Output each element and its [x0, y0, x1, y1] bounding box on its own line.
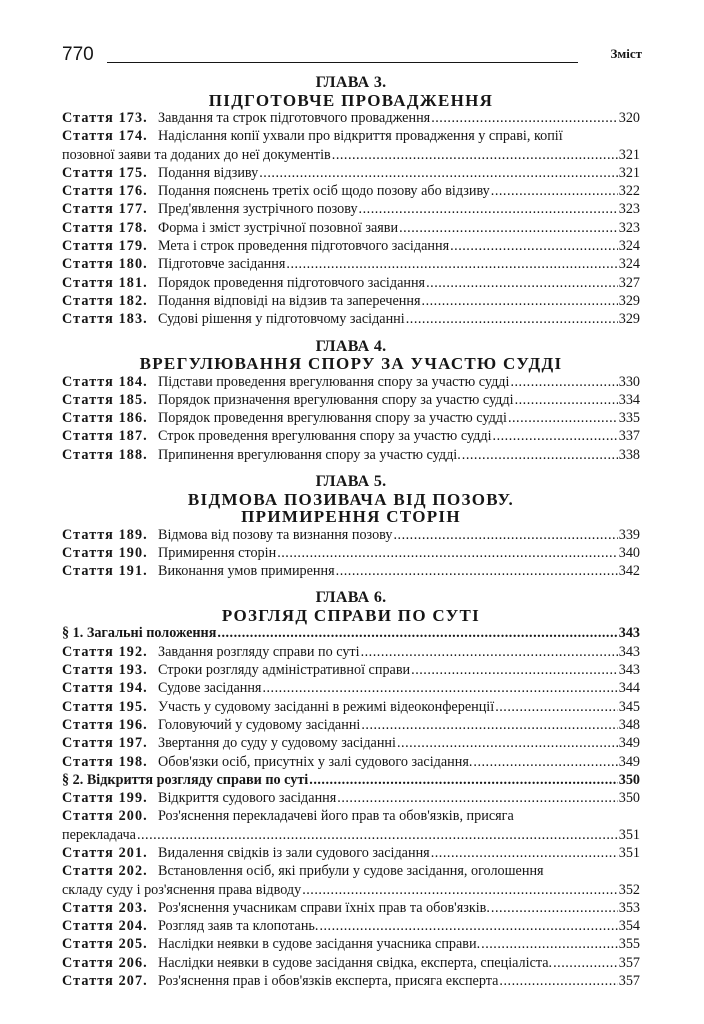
article-number: Стаття 195.	[62, 698, 148, 715]
article-lead	[62, 716, 360, 734]
toc-line	[62, 753, 640, 771]
article-number: Стаття 176.	[62, 183, 148, 200]
section-title: § 1. Загальні положення	[62, 625, 217, 642]
dot-leader	[406, 310, 618, 328]
page-ref: 351	[618, 826, 640, 843]
article-entry	[62, 917, 640, 935]
page-header	[62, 44, 642, 66]
article-entry	[62, 807, 640, 844]
page-ref: 354	[618, 918, 640, 935]
page-ref: 350	[618, 790, 640, 807]
article-lead	[62, 237, 449, 255]
article-number: Стаття 203.	[62, 899, 148, 916]
page-ref: 343	[618, 643, 640, 660]
article-entry	[62, 862, 640, 899]
article-entry	[62, 391, 640, 409]
article-entry	[62, 562, 640, 580]
chapter-title: РОЗГЛЯД СПРАВИ ПО СУТІ	[221, 605, 481, 625]
dot-leader	[493, 427, 618, 445]
article-lead	[62, 954, 552, 972]
page-ref: 324	[618, 256, 640, 273]
article-title: Роз'яснення перекладачеві його прав та обов'язків, присяга	[158, 808, 514, 825]
chapter-label: ГЛАВА 3.	[315, 74, 387, 91]
page-ref: 334	[618, 391, 640, 408]
toc-line	[62, 164, 640, 182]
dot-leader	[302, 881, 618, 899]
toc-line	[62, 373, 640, 391]
article-lead	[62, 562, 335, 580]
chapter-title: ПІДГОТОВЧЕ ПРОВАДЖЕННЯ	[208, 90, 494, 110]
article-lead	[62, 935, 480, 953]
article-title: Судові рішення у підготовчому засіданні	[158, 311, 405, 328]
toc-line	[62, 409, 640, 427]
article-number: Стаття 175.	[62, 164, 148, 181]
page-ref: 353	[618, 899, 640, 916]
article-entry	[62, 954, 640, 972]
article-lead	[62, 219, 398, 237]
chapter-label: ГЛАВА 5.	[315, 473, 387, 491]
page-ref: 343	[618, 662, 640, 679]
article-entry	[62, 526, 640, 544]
article-lead	[62, 310, 405, 328]
dot-leader	[286, 255, 617, 273]
article-lead	[62, 643, 360, 661]
article-number: Стаття 178.	[62, 219, 148, 236]
page-ref: 327	[618, 274, 640, 291]
article-entry	[62, 753, 640, 771]
toc-line	[62, 446, 640, 464]
toc-line	[62, 146, 640, 164]
article-number: Стаття 200.	[62, 808, 148, 825]
toc-line	[62, 972, 640, 990]
article-entry	[62, 237, 640, 255]
section-title: § 2. Відкриття розгляду справи по суті	[62, 771, 309, 788]
article-title: Наслідки неявки в судове засідання свідка, експерта, спеціаліста.	[158, 954, 553, 971]
chapter-label: ГЛАВА 4.	[315, 337, 387, 355]
toc-line	[62, 954, 640, 972]
article-title: Надіслання копії ухвали про відкриття провадження у справі, копії	[158, 128, 563, 145]
article-entry	[62, 544, 640, 562]
article-lead	[62, 255, 285, 273]
chapter-heading	[62, 74, 640, 109]
article-entry	[62, 373, 640, 391]
article-lead	[62, 753, 472, 771]
toc-line	[62, 716, 640, 734]
page-ref: 340	[618, 544, 640, 561]
toc-line	[62, 826, 640, 844]
article-title: Відмова від позову та визнання позову	[158, 526, 393, 543]
article-title: Звертання до суду у судовому засіданні	[158, 735, 396, 752]
article-lead	[62, 446, 461, 464]
toc-line	[62, 881, 640, 899]
toc-line	[62, 310, 640, 328]
toc-line	[62, 624, 640, 642]
article-lead	[62, 409, 507, 427]
article-number: Стаття 196.	[62, 716, 148, 733]
article-entry	[62, 661, 640, 679]
page-ref: 329	[618, 311, 640, 328]
dot-leader	[319, 917, 617, 935]
article-title: Строки розгляду адміністративної справи	[158, 662, 411, 679]
dot-leader	[259, 164, 617, 182]
article-title: Роз'яснення прав і обов'язків експерта, присяга експерта	[158, 973, 499, 990]
page-number: 770	[62, 44, 94, 65]
dot-leader	[137, 826, 618, 844]
article-entry	[62, 899, 640, 917]
dot-leader	[422, 292, 618, 310]
dot-leader	[393, 526, 617, 544]
article-title-cont: складу суду і роз'яснення права відводу	[62, 881, 302, 898]
toc-line	[62, 935, 640, 953]
article-number: Стаття 190.	[62, 544, 148, 561]
article-title: Порядок призначення врегулювання спору за участю судді	[158, 391, 514, 408]
article-title: Встановлення осіб, які прибули у судове засідання, оголошення	[158, 863, 544, 880]
article-title: Наслідки неявки в судове засідання учасника справи.	[158, 936, 481, 953]
article-number: Стаття 183.	[62, 311, 148, 328]
dot-leader	[491, 899, 618, 917]
page-ref: 337	[618, 428, 640, 445]
article-number: Стаття 187.	[62, 428, 148, 445]
dot-leader	[515, 391, 618, 409]
chapter-heading	[62, 589, 640, 624]
page-ref: 323	[618, 201, 640, 218]
article-number: Стаття 181.	[62, 274, 148, 291]
dot-leader	[499, 972, 617, 990]
toc-line	[62, 844, 640, 862]
chapter-title: ПРИМИРЕННЯ СТОРІН	[241, 507, 461, 527]
chapter-heading	[62, 338, 640, 373]
article-number: Стаття 186.	[62, 410, 148, 427]
article-title-cont: перекладача	[62, 826, 136, 843]
toc-line	[62, 219, 640, 237]
article-number: Стаття 177.	[62, 201, 148, 218]
article-entry	[62, 972, 640, 990]
dot-leader	[309, 771, 617, 789]
dot-leader	[337, 789, 617, 807]
article-title: Форма і зміст зустрічної позовної заяви	[158, 219, 399, 236]
toc-line	[62, 734, 640, 752]
page-ref: 350	[618, 771, 640, 788]
page-ref: 343	[618, 625, 640, 642]
article-number: Стаття 204.	[62, 918, 148, 935]
article-title: Судове засідання	[158, 680, 262, 697]
article-entry	[62, 698, 640, 716]
article-title: Подання відзиву	[158, 164, 259, 181]
article-title: Завдання та строк підготовчого провадження	[158, 110, 431, 126]
article-title: Роз'яснення учасникам справи їхніх прав та обов'язків.	[158, 899, 490, 916]
dot-leader	[361, 716, 617, 734]
chapter-heading	[62, 473, 640, 526]
article-title: Завдання розгляду справи по суті	[158, 643, 360, 660]
article-number: Стаття 198.	[62, 753, 148, 770]
chapter-gap	[62, 329, 640, 338]
article-entry	[62, 734, 640, 752]
section-entry	[62, 624, 640, 642]
page-ref: 321	[618, 164, 640, 181]
article-title: Припинення врегулювання спору за участю судді.	[158, 446, 461, 463]
dot-leader	[495, 698, 618, 716]
article-entry	[62, 679, 640, 697]
toc-line	[62, 679, 640, 697]
toc-line	[62, 274, 640, 292]
page-ref: 339	[618, 526, 640, 543]
page-ref: 351	[618, 845, 640, 861]
article-entry	[62, 844, 640, 862]
page-ref: 323	[618, 219, 640, 236]
article-entry	[62, 789, 640, 807]
page-ref: 338	[618, 446, 640, 463]
toc-line	[62, 544, 640, 562]
article-entry	[62, 409, 640, 427]
running-title: Зміст	[610, 46, 642, 61]
article-lead	[62, 526, 392, 544]
article-entry	[62, 935, 640, 953]
page-ref: 349	[618, 735, 640, 752]
article-entry	[62, 643, 640, 661]
dot-leader	[411, 661, 618, 679]
article-lead	[62, 292, 421, 310]
article-lead	[62, 373, 509, 391]
article-title: Розгляд заяв та клопотань.	[158, 918, 319, 935]
article-title: Обов'язки осіб, присутніх у залі судового засідання.	[158, 753, 473, 770]
article-number: Стаття 188.	[62, 446, 148, 463]
toc-line	[62, 643, 640, 661]
page-ref: 322	[618, 183, 640, 200]
toc-line	[62, 255, 640, 273]
article-number: Стаття 192.	[62, 643, 148, 660]
dot-leader	[481, 935, 618, 953]
article-lead	[62, 972, 498, 990]
dot-leader	[426, 274, 618, 292]
article-title: Виконання умов примирення	[158, 563, 335, 580]
toc-line	[62, 200, 640, 218]
dot-leader	[332, 146, 618, 164]
dot-leader	[361, 643, 618, 661]
article-lead	[62, 661, 410, 679]
dot-leader	[510, 373, 617, 391]
article-lead	[62, 844, 430, 862]
article-number: Стаття 189.	[62, 526, 148, 543]
article-entry	[62, 310, 640, 328]
page-ref: 330	[618, 373, 640, 390]
article-entry	[62, 446, 640, 464]
page-ref: 342	[618, 563, 640, 580]
chapter-title: ВІДМОВА ПОЗИВАЧА ВІД ПОЗОВУ.	[187, 489, 515, 509]
article-lead	[62, 917, 318, 935]
article-title: Підготовче засідання	[158, 256, 286, 273]
article-title: Порядок проведення врегулювання спору за участю судді	[158, 410, 507, 427]
article-number: Стаття 173.	[62, 110, 148, 126]
dot-leader	[473, 753, 617, 771]
article-entry	[62, 292, 640, 310]
article-title: Подання пояснень третіх осіб щодо позову або відзиву	[158, 183, 490, 200]
dot-leader	[359, 200, 618, 218]
article-number: Стаття 191.	[62, 563, 148, 580]
article-lead	[62, 200, 358, 218]
chapter-gap	[62, 464, 640, 473]
dot-leader	[491, 182, 618, 200]
article-lead	[62, 427, 492, 445]
article-number: Стаття 194.	[62, 680, 148, 697]
article-number: Стаття 182.	[62, 292, 148, 309]
article-number: Стаття 185.	[62, 391, 148, 408]
article-number: Стаття 205.	[62, 936, 148, 953]
dot-leader	[399, 219, 618, 237]
article-lead	[62, 109, 430, 127]
dot-leader	[462, 446, 618, 464]
article-number: Стаття 206.	[62, 954, 148, 971]
article-title-cont: позовної заяви та доданих до неї документів	[62, 146, 331, 163]
article-entry	[62, 109, 640, 127]
article-title: Пред'явлення зустрічного позову	[158, 201, 358, 218]
toc-line	[62, 698, 640, 716]
dot-leader	[217, 624, 617, 642]
article-number: Стаття 184.	[62, 373, 148, 390]
article-number: Стаття 180.	[62, 256, 148, 273]
article-lead	[62, 679, 261, 697]
article-entry	[62, 274, 640, 292]
dot-leader	[397, 734, 618, 752]
dot-leader	[431, 844, 618, 862]
article-number: Стаття 199.	[62, 790, 148, 807]
article-entry	[62, 427, 640, 445]
toc-line	[62, 771, 640, 789]
article-first-line	[62, 862, 640, 880]
chapter-title: ВРЕГУЛЮВАННЯ СПОРУ ЗА УЧАСТЮ СУДДІ	[139, 354, 563, 374]
article-lead	[62, 274, 425, 292]
page-ref: 335	[618, 410, 640, 427]
article-lead	[62, 182, 490, 200]
article-entry	[62, 182, 640, 200]
article-title: Строк проведення врегулювання спору за участю судді	[158, 428, 492, 445]
table-of-contents	[62, 74, 640, 990]
article-lead	[62, 698, 494, 716]
article-entry	[62, 164, 640, 182]
toc-line	[62, 109, 640, 127]
dot-leader	[431, 109, 618, 127]
article-number: Стаття 193.	[62, 662, 148, 679]
article-lead	[62, 544, 276, 562]
header-rule	[107, 62, 578, 63]
section-entry	[62, 771, 640, 789]
dot-leader	[450, 237, 618, 255]
page-ref: 329	[618, 292, 640, 309]
chapter-gap	[62, 580, 640, 589]
toc-line	[62, 182, 640, 200]
page-ref: 352	[618, 881, 640, 898]
toc-line	[62, 789, 640, 807]
article-title: Подання відповіді на відзив та заперечення	[158, 292, 421, 309]
dot-leader	[262, 679, 617, 697]
toc-line	[62, 526, 640, 544]
toc-line	[62, 899, 640, 917]
article-title: Участь у судовому засіданні в режимі відеоконференції	[158, 698, 495, 715]
page-ref: 357	[618, 973, 640, 990]
page-ref: 355	[618, 936, 640, 953]
page-ref: 345	[618, 698, 640, 715]
dot-leader	[336, 562, 618, 580]
page-ref: 320	[618, 110, 640, 126]
toc-line	[62, 292, 640, 310]
article-number: Стаття 197.	[62, 735, 148, 752]
page-ref: 357	[618, 954, 640, 971]
chapter-label: ГЛАВА 6.	[315, 589, 387, 607]
article-lead	[62, 899, 490, 917]
article-title: Відкриття судового засідання	[158, 790, 337, 807]
toc-line	[62, 562, 640, 580]
article-lead	[62, 164, 258, 182]
article-first-line	[62, 127, 640, 145]
article-title: Мета і строк проведення підготовчого засідання	[158, 238, 450, 255]
article-title: Видалення свідків із зали судового засідання	[158, 845, 430, 861]
dot-leader	[553, 954, 618, 972]
toc-line	[62, 917, 640, 935]
toc-line	[62, 391, 640, 409]
article-title: Головуючий у судовому засіданні	[158, 716, 361, 733]
article-entry	[62, 219, 640, 237]
article-lead	[62, 789, 336, 807]
article-number: Стаття 201.	[62, 845, 148, 861]
article-number: Стаття 202.	[62, 863, 148, 880]
article-first-line	[62, 807, 640, 825]
page-ref: 349	[618, 753, 640, 770]
dot-leader	[277, 544, 618, 562]
article-title: Порядок проведення підготовчого засідання	[158, 274, 426, 291]
article-entry	[62, 200, 640, 218]
article-lead	[62, 391, 514, 409]
article-title: Примирення сторін	[158, 544, 277, 561]
toc-line	[62, 237, 640, 255]
article-number: Стаття 174.	[62, 128, 148, 145]
toc-line	[62, 427, 640, 445]
article-entry	[62, 716, 640, 734]
page-ref: 324	[618, 238, 640, 255]
dot-leader	[508, 409, 618, 427]
article-entry	[62, 255, 640, 273]
toc-line	[62, 661, 640, 679]
article-lead	[62, 734, 396, 752]
article-title: Підстави проведення врегулювання спору за участю судді	[158, 373, 510, 390]
article-entry	[62, 127, 640, 164]
page-ref: 321	[618, 146, 640, 163]
article-number: Стаття 179.	[62, 238, 148, 255]
page-ref: 348	[618, 716, 640, 733]
page-ref: 344	[618, 680, 640, 697]
article-number: Стаття 207.	[62, 973, 148, 990]
